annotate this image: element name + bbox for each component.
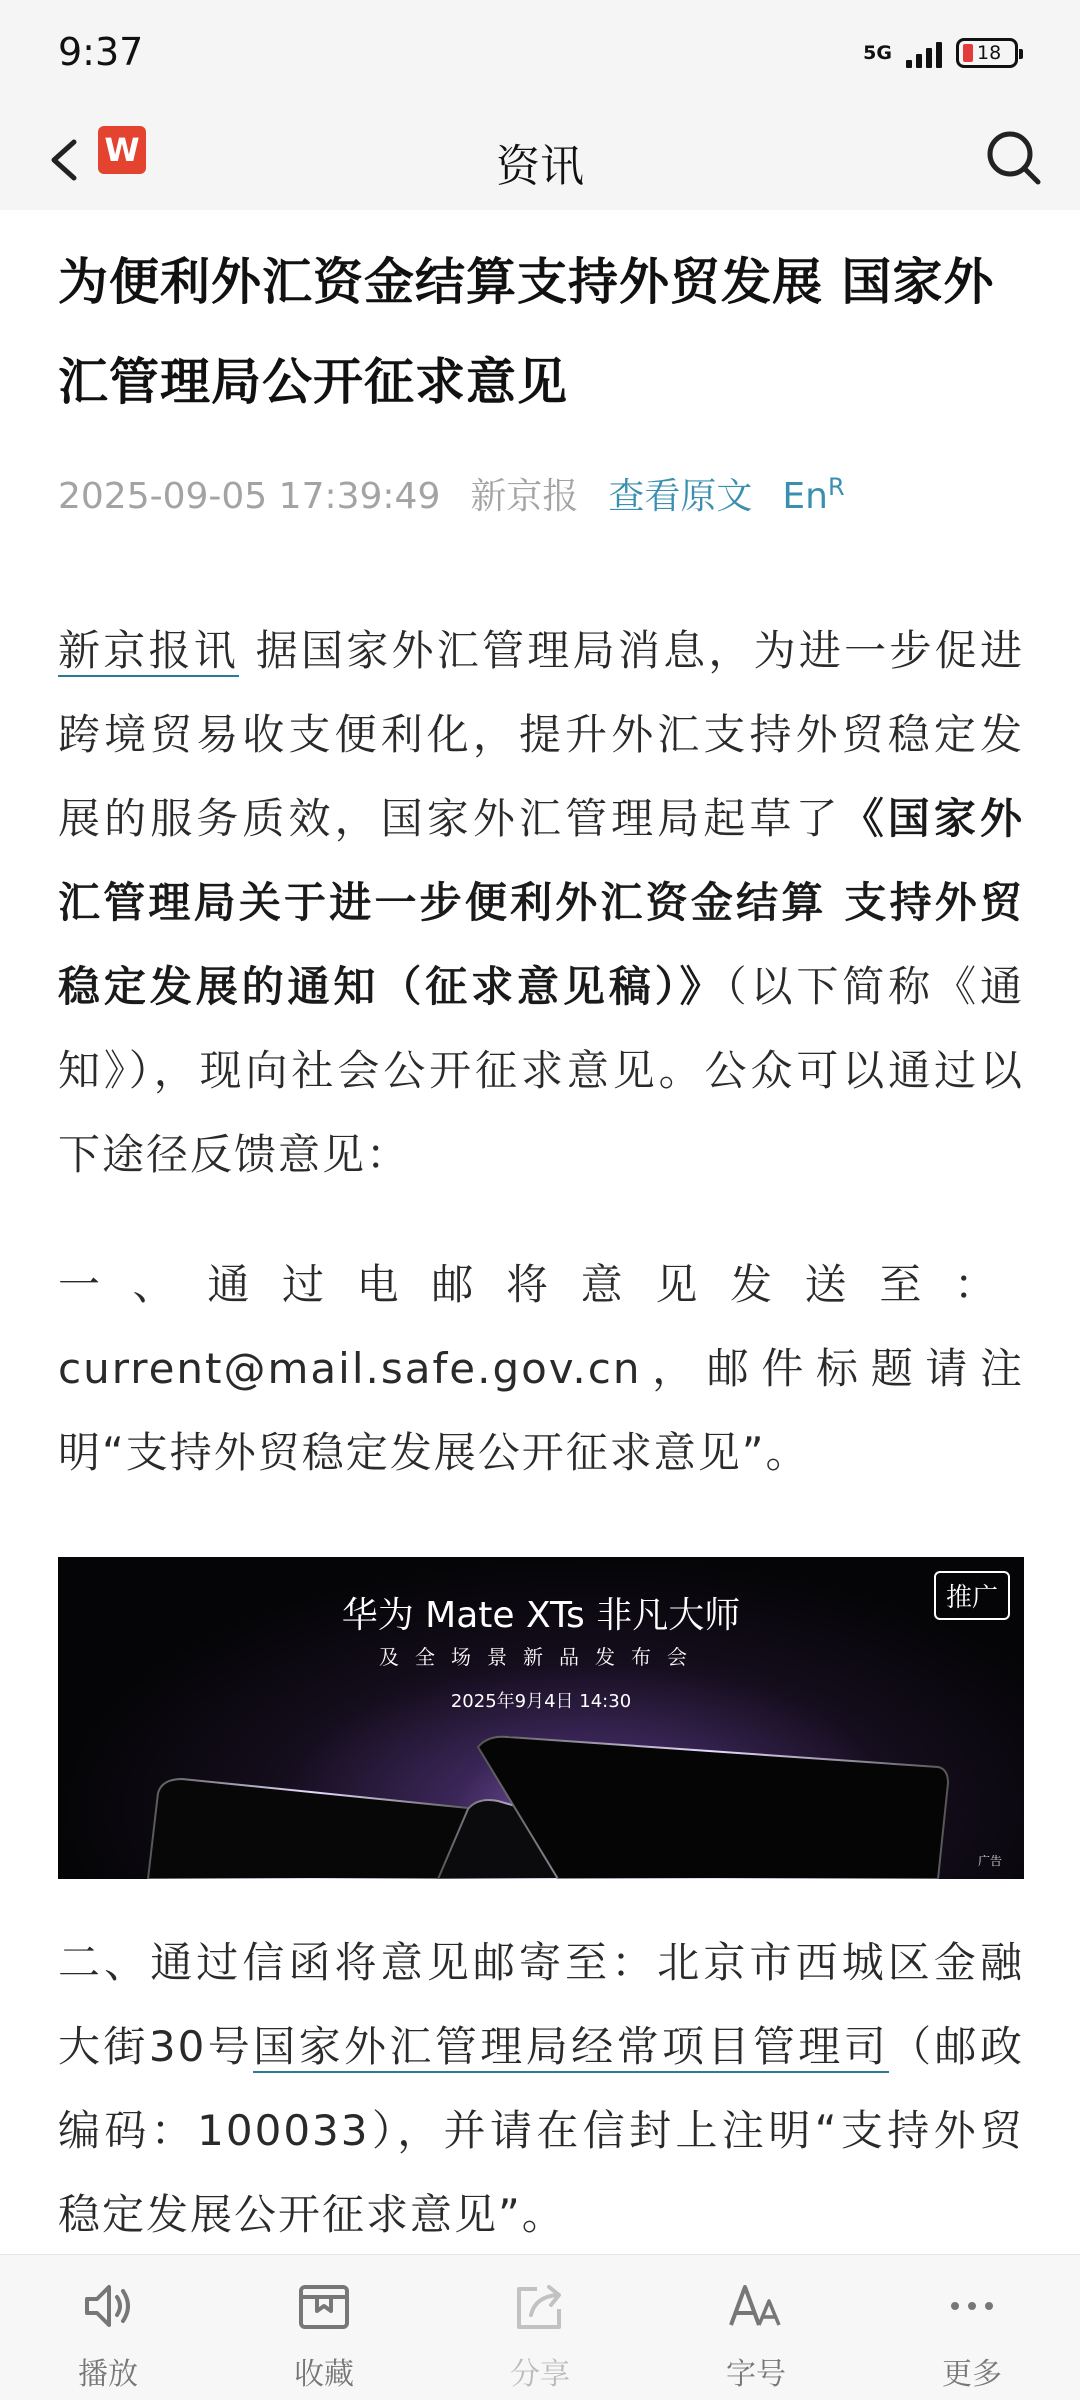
font-size-icon (725, 2275, 787, 2337)
signal-icon (906, 38, 942, 68)
ad-mark: 广告 (977, 1854, 1002, 1868)
paragraph-mail (58, 1921, 1024, 2257)
ad-subtitle: 及全场景新品发布会 (379, 1645, 703, 1669)
more-button[interactable] (864, 2255, 1080, 2400)
play-label: 播放 (78, 2357, 138, 2392)
page-title: 资讯 (496, 141, 584, 192)
ad-badge: 推广 (934, 1571, 1010, 1620)
email-text: current@mail.safe.gov.cn，邮件标题请注明“支持外贸稳定发展公开征求意见”。 (58, 1344, 1024, 1477)
view-original-link[interactable]: 查看原文 (608, 476, 753, 517)
more-dots-icon (941, 2275, 1003, 2337)
paragraph-intro (58, 609, 1024, 1197)
status-icons (863, 38, 1018, 68)
speaker-icon (77, 2275, 139, 2337)
department-link[interactable]: 国家外汇管理局经常项目管理司 (253, 2022, 890, 2071)
play-button[interactable] (0, 2255, 216, 2400)
app-logo-icon[interactable]: W (98, 126, 146, 174)
bottom-toolbar (0, 2254, 1080, 2400)
english-label: En (782, 476, 828, 517)
paragraph-email (58, 1243, 1024, 1495)
share-label: 分享 (510, 2357, 570, 2392)
battery-level (963, 44, 973, 62)
battery-icon (956, 38, 1018, 68)
share-button[interactable] (432, 2255, 648, 2400)
intro-text: 据国家外汇管理局消息，为进一步促进跨境贸易收支便利化，提升外汇支持外贸稳定发展的服务质效，国家外汇管理局起草了 (58, 626, 1024, 843)
notice-title: 《国家外汇管理局关于进一步便利外汇资金结算 支持外贸稳定发展的通知（征求意见稿）》 (58, 794, 1024, 1011)
nav-bar (0, 110, 1080, 210)
ad-date: 2025年9月4日 14:30 (450, 1691, 632, 1712)
share-icon (509, 2275, 571, 2337)
network-type: 5G (863, 41, 892, 64)
search-icon[interactable] (980, 124, 1046, 190)
source-link[interactable]: 新京报讯 (58, 626, 240, 675)
english-sup: R (827, 473, 845, 501)
intro-tail: （以下简称《通知》），现向社会公开征求意见。公众可以通过以下途径反馈意见： (58, 962, 1024, 1179)
ad-title: 华为 Mate XTs 非凡大师 (341, 1595, 741, 1636)
more-label: 更多 (942, 2357, 1002, 2392)
ad-banner[interactable] (58, 1557, 1024, 1879)
publish-date: 2025-09-05 17:39:49 (58, 476, 441, 517)
bookmark-box-icon (293, 2275, 355, 2337)
mail-tail: （邮政编码：100033），并请在信封上注明“支持外贸稳定发展公开征求意见”。 (58, 2022, 1024, 2239)
mail-lead: 二、通过信函将意见邮寄至：北京市西城区金融大街30号 (58, 1938, 1024, 2071)
font-size-label: 字号 (726, 2357, 786, 2392)
status-bar (0, 0, 1080, 110)
article-meta (58, 468, 1024, 519)
article-headline: 为便利外汇资金结算支持外贸发展 国家外汇管理局公开征求意见 (58, 253, 995, 411)
english-toggle[interactable] (782, 473, 844, 517)
source-name: 新京报 (470, 476, 579, 517)
font-size-button[interactable] (648, 2255, 864, 2400)
status-time: 9:37 (58, 30, 144, 74)
favorite-button[interactable] (216, 2255, 432, 2400)
favorite-label: 收藏 (294, 2357, 354, 2392)
article (58, 210, 1024, 2257)
battery-percent: 18 (977, 42, 1002, 64)
email-lead: 一、通过电邮将意见发送至： (58, 1260, 1024, 1309)
